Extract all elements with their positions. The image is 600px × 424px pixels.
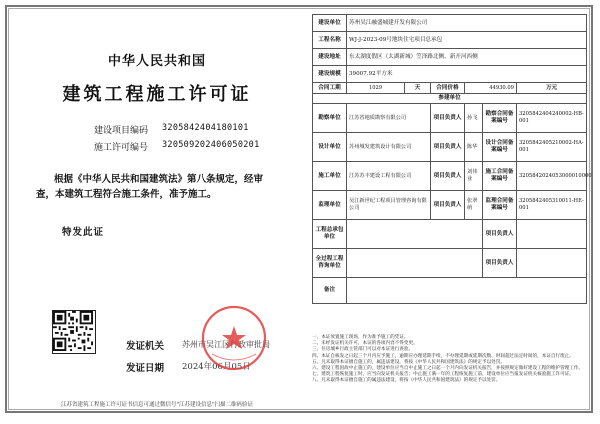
gc-leader — [517, 220, 587, 249]
project-name-value: WJ-J-2023-09号地块住宅项目总承包 — [347, 32, 587, 49]
contract-price-value: 44930.09 — [465, 83, 517, 94]
supervision-no: 3205842405310011-HE-001 — [517, 191, 587, 220]
note-item: 二、未经发证机关许可，本证的各项内容不得变更。 — [312, 341, 418, 347]
builder-value: 苏州吴江融盛城建开发有限公司 — [347, 15, 587, 32]
design-leader: 陈华 — [465, 133, 483, 162]
contract-price-label: 合同价格 — [431, 83, 465, 94]
project-code: 3205842404180101 — [162, 123, 249, 133]
issue-date: 2024年06月05日 — [182, 362, 251, 372]
scale-value: 39007.92平方米 — [347, 66, 587, 83]
remarks-label: 备注 — [313, 278, 347, 304]
survey-no: 3205842404240002-HB-001 — [517, 104, 587, 133]
construction-mgmt-leader-label: 项目负责人 — [483, 249, 517, 278]
country-name: 中华人民共和国 — [107, 54, 206, 69]
row-project-name — [313, 32, 587, 49]
design-name: 苏州城发建筑设计有限公司 — [347, 133, 431, 162]
gc-name — [347, 220, 483, 249]
permit-no-label: 施工许可编号 — [94, 143, 149, 153]
scale-label: 建设规模 — [313, 66, 347, 83]
special-issue-text: 特发此证 — [62, 227, 105, 238]
contract-days-label: 合同工期 — [313, 83, 347, 94]
design-label: 设计单位 — [313, 133, 347, 162]
project-name-label: 工程名称 — [313, 32, 347, 49]
row-contract — [313, 83, 587, 94]
survey-name: 江苏省地质勘察有限公司 — [347, 104, 431, 133]
issuer-value: 苏州市吴江区行政审批局 — [182, 340, 270, 349]
construction-no-label: 施工合同备案编号 — [483, 162, 517, 191]
declaration: 根据《中华人民共和国建筑法》第八条规定，经审查，本建筑工程符合施工条件，准予施工。 — [36, 174, 264, 200]
project-info-table — [312, 14, 592, 304]
notes — [312, 335, 586, 385]
note-item: 八、凡未取得本证擅自施工的属违法建设，将按《中华人民共和国建筑法》的规定予以处罚。 — [312, 378, 501, 384]
price-unit: 万元 — [517, 83, 587, 94]
construction-mgmt-label: 全过程工程咨询单位 — [313, 249, 347, 278]
survey-no-label: 勘察合同备案编号 — [483, 104, 517, 133]
contract-days-value: 1029 — [347, 83, 405, 94]
construction-mgmt-name — [347, 249, 483, 278]
left-page — [14, 14, 300, 408]
note-item: 三、住房城乡行政主管部门可以对本证进行查验。 — [312, 347, 414, 353]
survey-label: 勘察单位 — [313, 104, 347, 133]
design-no-label: 设计合同备案编号 — [483, 133, 517, 162]
note-item: 六、建设工程因故中止施工的，建设单位应当自中止施工之日起一个月内向发证机关报告，并按照规定做好建设工程的维护管理工作。 — [312, 366, 584, 372]
construction-leader: 刘伟业 — [465, 162, 483, 191]
row-construction-mgmt — [313, 249, 587, 278]
participants-header: 参建单位 — [313, 94, 587, 104]
survey-leader-label: 项目负责人 — [431, 104, 465, 133]
row-supervision — [313, 191, 587, 220]
issue-date-label: 发证日期 — [126, 363, 165, 374]
supervision-label: 监理单位 — [313, 191, 347, 220]
supervision-name: 吴江新世纪工程项目管理咨询有限公司 — [347, 191, 431, 220]
row-construction — [313, 162, 587, 191]
project-code-label: 建设项目编码 — [94, 126, 149, 136]
remarks-value — [347, 278, 587, 304]
gc-label: 工程总承包单位 — [313, 220, 347, 249]
note-item: 七、建筑工程恢复施工时，应当向发证机关报告；中止施工满一年的工程恢复施工前，建设单位应当报发证机关核验施工许可证。 — [312, 372, 574, 378]
supervision-no-label: 监理合同备案编号 — [483, 191, 517, 220]
row-remarks — [313, 278, 587, 304]
design-leader-label: 项目负责人 — [431, 133, 465, 162]
row-address — [313, 49, 587, 66]
permit-no-row — [94, 140, 260, 153]
construction-label: 施工单位 — [313, 162, 347, 191]
days-unit: 天 — [405, 83, 431, 94]
note-item: 五、凡未取得本证擅自施工的，属违法建设，将按《中华人民共和国建筑法》的规定予以处罚。 — [312, 359, 505, 365]
address-label: 建设地址 — [313, 49, 347, 66]
official-seal-icon — [200, 304, 268, 372]
project-code-row — [94, 123, 249, 136]
right-page — [312, 14, 592, 404]
issuer-label: 发证机关 — [126, 341, 165, 352]
row-design — [313, 133, 587, 162]
supervision-leader: 张翠萌 — [465, 191, 483, 220]
supervision-leader-label: 项目负责人 — [431, 191, 465, 220]
row-survey — [313, 104, 587, 133]
qr-code-icon — [52, 310, 96, 354]
note-item: 四、本证自核发之日起三个月内应予施工，逾期应办理延期手续，不办理延期或延期次数、时间超过法定时间的，本证自行废止。 — [312, 353, 574, 359]
row-builder — [313, 15, 587, 32]
row-gc — [313, 220, 587, 249]
permit-title: 建筑工程施工许可证 — [62, 84, 252, 105]
address-value: 东太湖度假区（太湖新城）笠泽路北侧、新开河西侧 — [347, 49, 587, 66]
note-item: 一、本证放置施工现场，作为准予施工的凭证。 — [312, 335, 409, 340]
construction-mgmt-leader — [517, 249, 587, 278]
construction-no: 3205842024053000010000 — [517, 162, 587, 191]
construction-name: 江苏苏丰建设工程有限公司 — [347, 162, 431, 191]
construction-leader-label: 项目负责人 — [431, 162, 465, 191]
row-scale — [313, 66, 587, 83]
survey-leader: 孙飞 — [465, 104, 483, 133]
row-participants — [313, 94, 587, 104]
gc-leader-label: 项目负责人 — [483, 220, 517, 249]
design-no: 3205842405210002-HA-001 — [517, 133, 587, 162]
builder-label: 建设单位 — [313, 15, 347, 32]
verification-footnote: 江苏省建筑工程施工许可证书信息可通过微信号"江苏建设信息"扫描二维码验证 — [60, 402, 254, 408]
permit-no: 320509202406050201 — [162, 140, 260, 150]
